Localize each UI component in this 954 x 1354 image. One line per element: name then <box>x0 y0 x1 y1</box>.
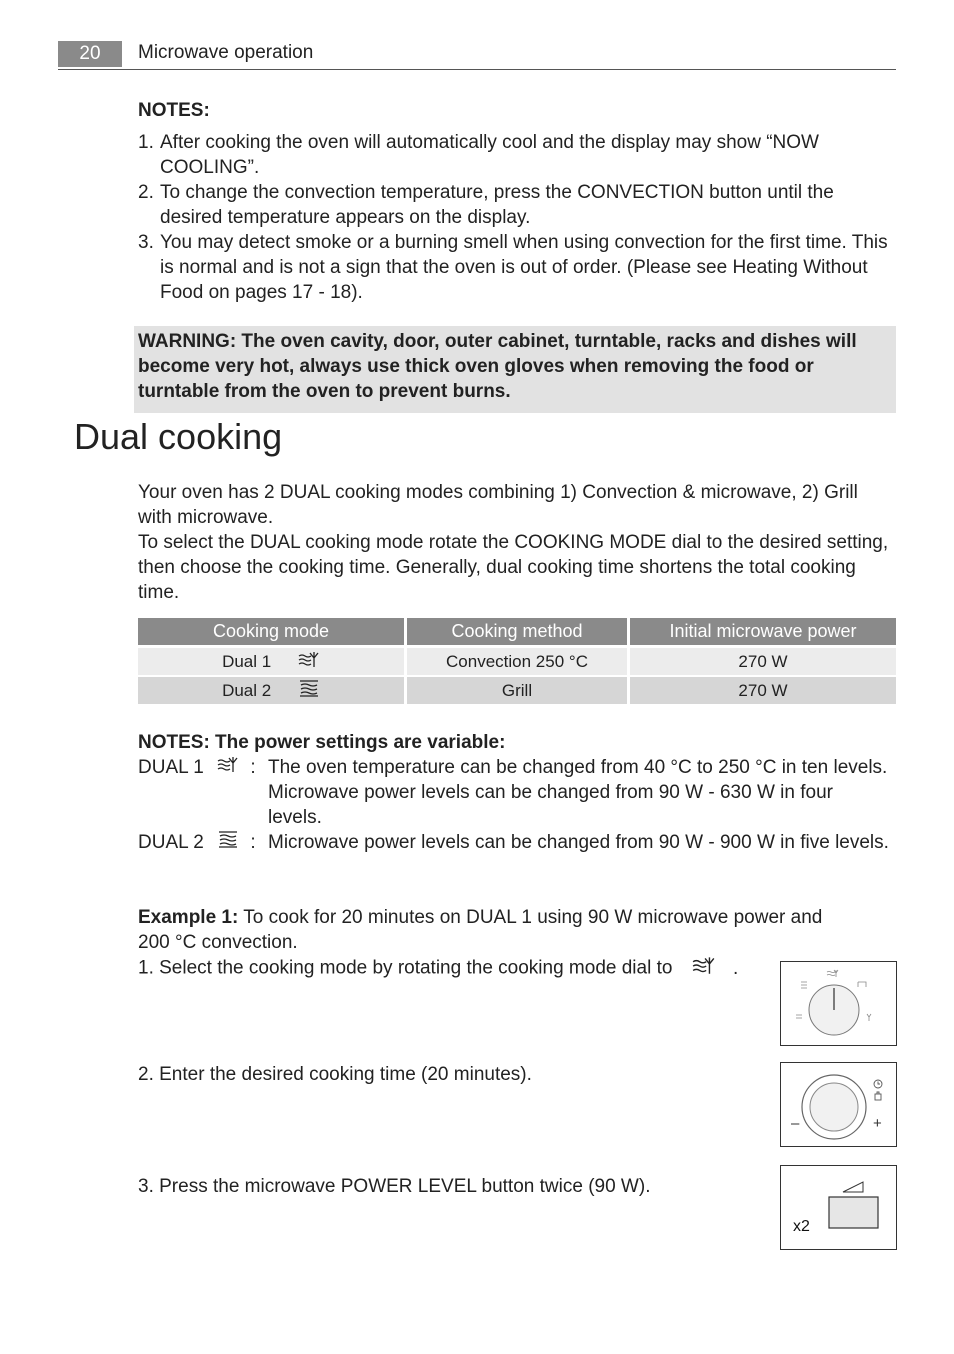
example-label: Example 1: <box>138 907 239 928</box>
note-text: To change the convection temperature, press the CONVECTION button until the desired temperature appears on the display. <box>160 182 834 228</box>
step-text: 1. Select the cooking mode by rotating the cooking mode dial to <box>138 957 673 979</box>
table-cell-mode <box>138 677 404 704</box>
example-text: To cook for 20 minutes on DUAL 1 using 90 W microwave power and 200 °C convection. <box>138 907 823 953</box>
table-cell-power: 270 W <box>630 648 896 675</box>
table-header-cell: Initial microwave power <box>630 618 896 645</box>
section-title-header: Microwave operation <box>138 42 314 63</box>
note-number: 1. <box>138 132 154 153</box>
dual-2-label <box>138 830 268 855</box>
press-count-label: x2 <box>793 1218 810 1235</box>
note-item <box>138 180 896 230</box>
convection-microwave-icon <box>217 755 239 780</box>
header-divider <box>58 69 896 70</box>
convection-microwave-icon <box>692 955 716 982</box>
intro-paragraph-1: Your oven has 2 DUAL cooking modes combining 1) Convection & microwave, 2) Grill with microwave. <box>138 482 858 528</box>
step-1 <box>138 955 738 982</box>
minus-label: – <box>791 1115 800 1132</box>
notes-heading: NOTES: <box>138 100 210 121</box>
warning-box <box>134 326 896 413</box>
step-2: 2. Enter the desired cooking time (20 minutes). <box>138 1064 532 1085</box>
note-text: You may detect smoke or a burning smell when using convection for the first time. This is normal and is not a sign that the oven is out of order. (Please see Heating Without Food on pages 17 - 18). <box>160 232 888 303</box>
note-item <box>138 230 896 305</box>
weight-icon <box>875 1092 881 1100</box>
step-suffix: . <box>733 957 739 979</box>
dual-label-text: DUAL 2 <box>138 832 204 853</box>
dual-1-label <box>138 755 268 780</box>
example-paragraph <box>138 905 858 955</box>
intro-paragraph-2: To select the DUAL cooking mode rotate the COOKING MODE dial to the desired setting, then choose the cooking time. Generally, dual cooking time shortens the total cooking time. <box>138 532 889 603</box>
cooking-mode-dial-figure <box>780 961 897 1046</box>
timer-dial-figure <box>780 1062 897 1147</box>
clock-icon <box>874 1080 882 1088</box>
cooking-mode-dial <box>781 962 896 1045</box>
grill-microwave-icon <box>217 830 239 855</box>
timer-dial <box>781 1063 896 1146</box>
step-3: 3. Press the microwave POWER LEVEL button twice (90 W). <box>138 1176 651 1197</box>
page-number: 20 <box>58 41 122 67</box>
convection-microwave-icon <box>298 649 320 676</box>
table-cell-mode <box>138 648 404 675</box>
table-cell-method: Convection 250 °C <box>407 648 627 675</box>
table-cell-method: Grill <box>407 677 627 704</box>
power-level-icon <box>843 1182 863 1192</box>
power-level-button-figure <box>780 1165 897 1250</box>
page-title: Dual cooking <box>74 416 283 457</box>
separator: : <box>250 757 256 778</box>
table-header-row <box>138 618 896 645</box>
separator: : <box>250 832 256 853</box>
note-item <box>138 130 896 180</box>
dual-2-description: Microwave power levels can be changed from 90 W - 900 W in five levels. <box>268 832 889 853</box>
note-number: 3. <box>138 232 154 253</box>
dual-1-description: The oven temperature can be changed from 40 °C to 250 °C in ten levels. Microwave power levels can be changed from 90 W - 630 W in four levels. <box>268 757 888 828</box>
grill-microwave-icon <box>298 678 320 705</box>
mode-label: Dual 2 <box>222 681 272 700</box>
notes-list <box>138 130 896 305</box>
table-header-cell: Cooking method <box>407 618 627 645</box>
table-row <box>138 648 896 675</box>
note-number: 2. <box>138 182 154 203</box>
plus-label: + <box>873 1115 882 1132</box>
note-text: After cooking the oven will automatically cool and the display may show “NOW COOLING”. <box>160 132 819 178</box>
table-header-cell: Cooking mode <box>138 618 404 645</box>
power-notes-heading: NOTES: The power settings are variable: <box>138 732 506 753</box>
mode-label: Dual 1 <box>222 652 272 671</box>
warning-text: WARNING: The oven cavity, door, outer cabinet, turntable, racks and dishes will become very hot, always use thick oven gloves when removing the food or turntable from the oven to prevent burns. <box>138 331 857 402</box>
table-cell-power: 270 W <box>630 677 896 704</box>
table-row <box>138 677 896 704</box>
power-level-button <box>781 1166 896 1249</box>
dual-label-text: DUAL 1 <box>138 757 204 778</box>
